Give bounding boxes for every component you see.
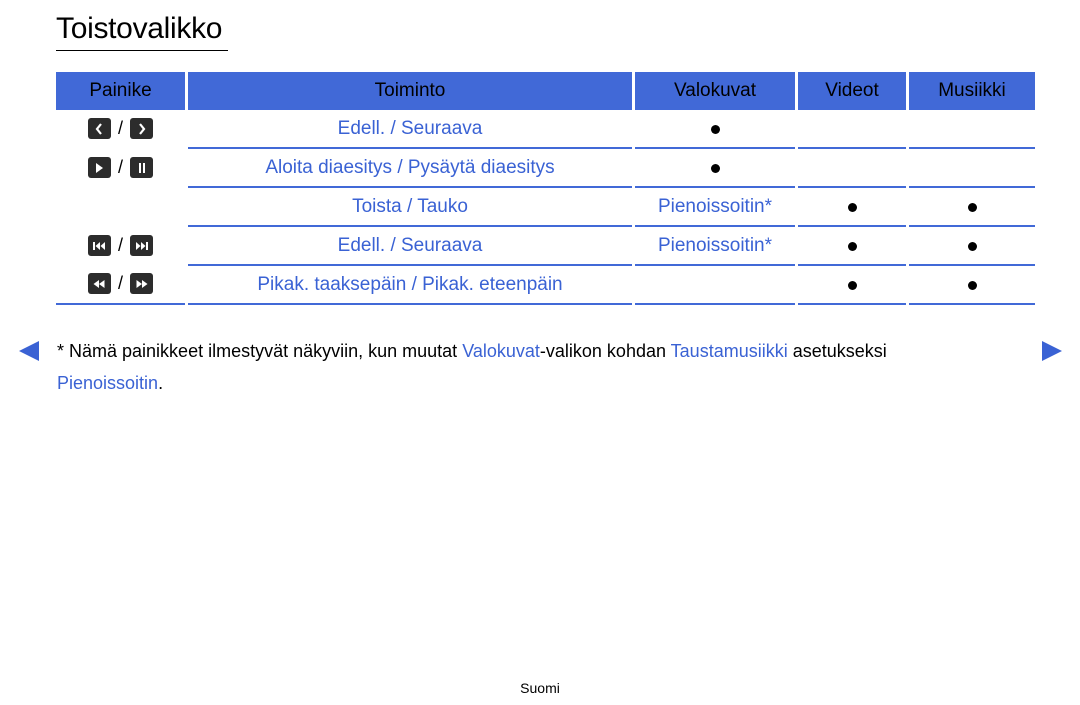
function-cell: Toista / Tauko: [188, 188, 632, 227]
table-row: [56, 110, 1035, 149]
key-separator: /: [117, 235, 123, 256]
previous-page-arrow[interactable]: [18, 340, 40, 362]
button-cell: [56, 227, 185, 266]
footnote-end: .: [158, 373, 164, 393]
button-cell: [56, 149, 185, 188]
fast-forward-key-icon: [130, 273, 153, 294]
videot-cell: [798, 227, 906, 266]
key-separator: /: [117, 118, 123, 139]
supported-dot: [968, 203, 977, 212]
page-title: Toistovalikko: [56, 12, 223, 45]
valokuvat-cell: [635, 110, 795, 149]
supported-dot: [968, 281, 977, 290]
header-painike: Painike: [56, 72, 185, 110]
table-row: [56, 188, 1035, 227]
table-row: [56, 266, 1035, 305]
key-separator: /: [117, 273, 123, 294]
function-cell: Edell. / Seuraava: [188, 227, 632, 266]
musiikki-cell: [909, 149, 1035, 188]
supported-dot: [711, 125, 720, 134]
function-cell: Pikak. taaksepäin / Pikak. eteenpäin: [188, 266, 632, 305]
triangle-right-icon: [1041, 340, 1063, 362]
button-cell: [56, 188, 185, 227]
valokuvat-cell: [635, 149, 795, 188]
title-underline: [56, 50, 228, 51]
page-footer-language: Suomi: [520, 680, 560, 696]
supported-dot: [848, 242, 857, 251]
skip-previous-key-icon: [88, 235, 111, 256]
valokuvat-cell: Pienoissoitin*: [635, 188, 795, 227]
valokuvat-cell: [635, 266, 795, 305]
supported-dot: [711, 164, 720, 173]
musiikki-cell: [909, 227, 1035, 266]
table-row: [56, 227, 1035, 266]
skip-next-key-icon: [130, 235, 153, 256]
footnote-link-taustamusiikki: Taustamusiikki: [670, 341, 788, 361]
supported-dot: [848, 203, 857, 212]
valokuvat-cell: Pienoissoitin*: [635, 227, 795, 266]
musiikki-cell: [909, 110, 1035, 149]
next-page-arrow[interactable]: [1041, 340, 1063, 362]
musiikki-cell: [909, 188, 1035, 227]
supported-dot: [968, 242, 977, 251]
videot-cell: [798, 110, 906, 149]
videot-cell: [798, 149, 906, 188]
pause-key-icon: [130, 157, 153, 178]
chevron-right-key-icon: [130, 118, 153, 139]
footnote-prefix: * Nämä painikkeet ilmestyvät näkyviin, kun muutat: [57, 341, 463, 361]
footnote-link-pienoissoitin: Pienoissoitin: [57, 373, 159, 393]
button-cell: [56, 266, 185, 305]
rewind-key-icon: [88, 273, 111, 294]
footnote: [57, 335, 997, 399]
function-cell: Edell. / Seuraava: [188, 110, 632, 149]
footnote-suffix: asetukseksi: [787, 341, 887, 361]
key-separator: /: [117, 157, 123, 178]
supported-dot: [848, 281, 857, 290]
chevron-left-key-icon: [88, 118, 111, 139]
musiikki-cell: [909, 266, 1035, 305]
playback-menu-table: [53, 72, 1038, 305]
header-valokuvat: Valokuvat: [635, 72, 795, 110]
videot-cell: [798, 188, 906, 227]
button-cell: [56, 110, 185, 149]
footnote-middle: -valikon kohdan: [539, 341, 671, 361]
header-musiikki: Musiikki: [909, 72, 1035, 110]
table-header-row: [56, 72, 1035, 110]
play-key-icon: [88, 157, 111, 178]
header-videot: Videot: [798, 72, 906, 110]
triangle-left-icon: [18, 340, 40, 362]
table-row: [56, 149, 1035, 188]
header-toiminto: Toiminto: [188, 72, 632, 110]
footnote-link-valokuvat: Valokuvat: [462, 341, 540, 361]
function-cell: Aloita diaesitys / Pysäytä diaesitys: [188, 149, 632, 188]
videot-cell: [798, 266, 906, 305]
